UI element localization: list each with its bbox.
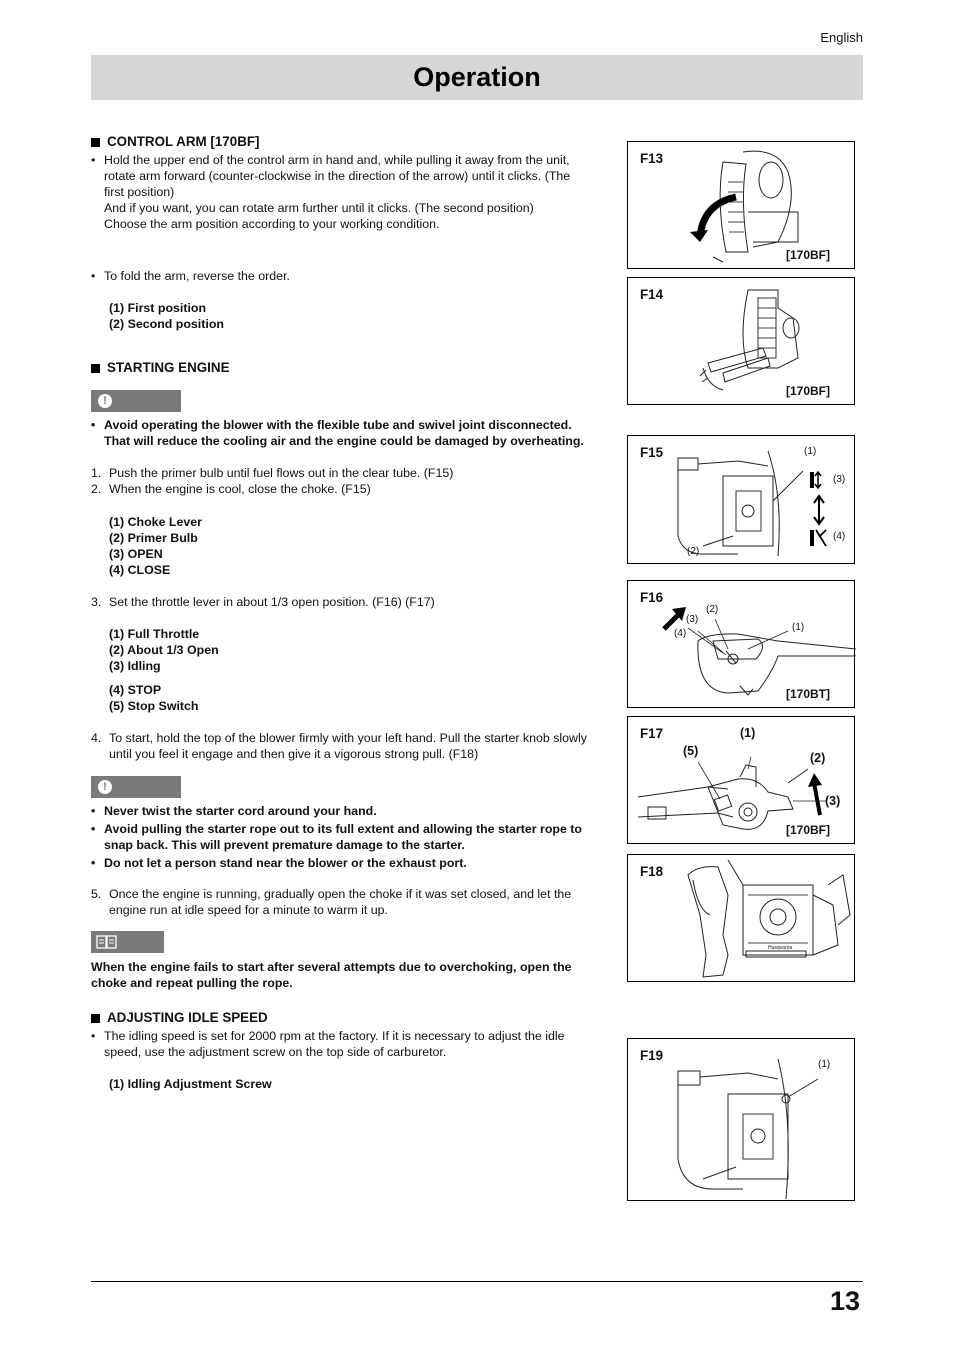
title-bar [91,55,863,100]
callout-1: (1) [792,622,805,633]
figure-f16 [627,580,855,708]
main-content [91,134,591,1092]
legend-label: (5) Stop Switch [109,699,199,713]
legend-label: (3) OPEN [109,547,163,561]
figure-f14 [627,277,855,405]
note-box [91,931,164,953]
page-number: 13 [829,1286,860,1316]
model-tag: [170BF] [785,823,830,837]
square-bullet-icon [91,1014,100,1023]
legend-label: (1) Full Throttle [109,627,200,641]
callout-2: (2) [810,751,826,765]
figure-label: F15 [640,445,664,460]
section-heading-control-arm: CONTROL ARM [170BF] [91,134,591,150]
legend-label: (2) Primer Bulb [109,531,198,545]
legend-label: (1) Idling Adjustment Screw [109,1077,272,1091]
warning-item: • Avoid operating the blower with the flexible tube and swivel joint disconnected. That will reduce the cooling air and the engine could be damaged by overheating. [91,418,584,448]
figure-f15 [627,435,855,564]
figure-f18 [627,854,855,982]
square-bullet-icon [91,364,100,373]
figure-label: F17 [640,726,664,741]
legend-label: (1) First position [109,301,207,315]
figure-label: F19 [640,1048,664,1063]
legend-label: (2) Second position [109,317,224,331]
warning-box [91,776,181,798]
callout-2: (2) [706,604,719,615]
legend-label: (4) CLOSE [109,563,171,577]
callout-5: (5) [683,744,699,758]
figure-f13 [627,141,855,269]
exclamation-icon: ! [98,780,112,794]
legend-label: (1) Choke Lever [109,515,202,529]
callout-1: (1) [818,1059,831,1070]
list-item: • To fold the arm, reverse the order. [91,269,290,283]
callout-3: (3) [686,614,699,625]
note-text: When the engine fails to start after several attempts due to overchoking, open the choke and repeat pulling the rope. [91,960,572,990]
step-1: 1. Push the primer bulb until fuel flows out in the clear tube. (F15) [91,466,454,480]
figure-label: F14 [640,287,664,302]
page-title: Operation [413,62,541,92]
list-item: • Hold the upper end of the control arm in hand and, while pulling it away from the unit, rotate arm forward (counter-clockwise in the direction of the arrow) until it clicks. (The first position) And if you want, you can rotate arm further until it clicks. (The second position) Choose the arm position according to your working condition. [91,153,571,231]
footer-divider [91,1281,863,1282]
model-tag: [170BT] [785,687,830,701]
book-note-icon [96,935,118,949]
warning-item: • Avoid pulling the starter rope out to its full extent and allowing the starter rope to snap back. This will prevent premature damage to the starter. [91,822,582,852]
section-heading-starting-engine: STARTING ENGINE [91,360,591,376]
callout-2: (2) [687,546,700,557]
step-4: 4. To start, hold the top of the blower firmly with your left hand. Pull the starter knob slowly until you feel it engage and then give it a vigorous strong pull. (F18) [91,731,587,761]
legend-label: (2) About 1/3 Open [109,643,219,657]
callout-3: (3) [825,794,841,808]
brand-logo: Husqvarna [768,945,793,951]
figure-f17 [627,716,855,844]
legend-label: (4) STOP [109,683,162,697]
section-heading-idle-speed: ADJUSTING IDLE SPEED [91,1010,591,1026]
warning-item: • Do not let a person stand near the blower or the exhaust port. [91,856,467,870]
callout-4: (4) [674,628,687,639]
figure-label: F13 [640,151,664,166]
warning-item: • Never twist the starter cord around your hand. [91,804,377,818]
legend-label: (3) Idling [109,659,161,673]
figure-label: F16 [640,590,664,605]
exclamation-icon: ! [98,394,112,408]
step-5: 5. Once the engine is running, gradually open the choke if it was set closed, and let the engine run at idle speed for a minute to warm it up. [91,887,572,917]
callout-4: (4) [833,531,846,542]
model-tag: [170BF] [785,248,830,262]
step-3: 3. Set the throttle lever in about 1/3 open position. (F16) (F17) [91,595,435,609]
figure-f19 [627,1038,855,1201]
language-label: English [820,30,863,45]
list-item: • The idling speed is set for 2000 rpm at the factory. If it is necessary to adjust the idle speed, use the adjustment screw on the top side of carburetor. [91,1029,565,1059]
figure-label: F18 [640,864,664,879]
warning-box [91,390,181,412]
callout-3: (3) [833,474,846,485]
step-2: 2. When the engine is cool, close the choke. (F15) [91,482,371,496]
callout-1: (1) [804,446,817,457]
model-tag: [170BF] [785,384,830,398]
callout-1: (1) [740,726,756,740]
square-bullet-icon [91,138,100,147]
